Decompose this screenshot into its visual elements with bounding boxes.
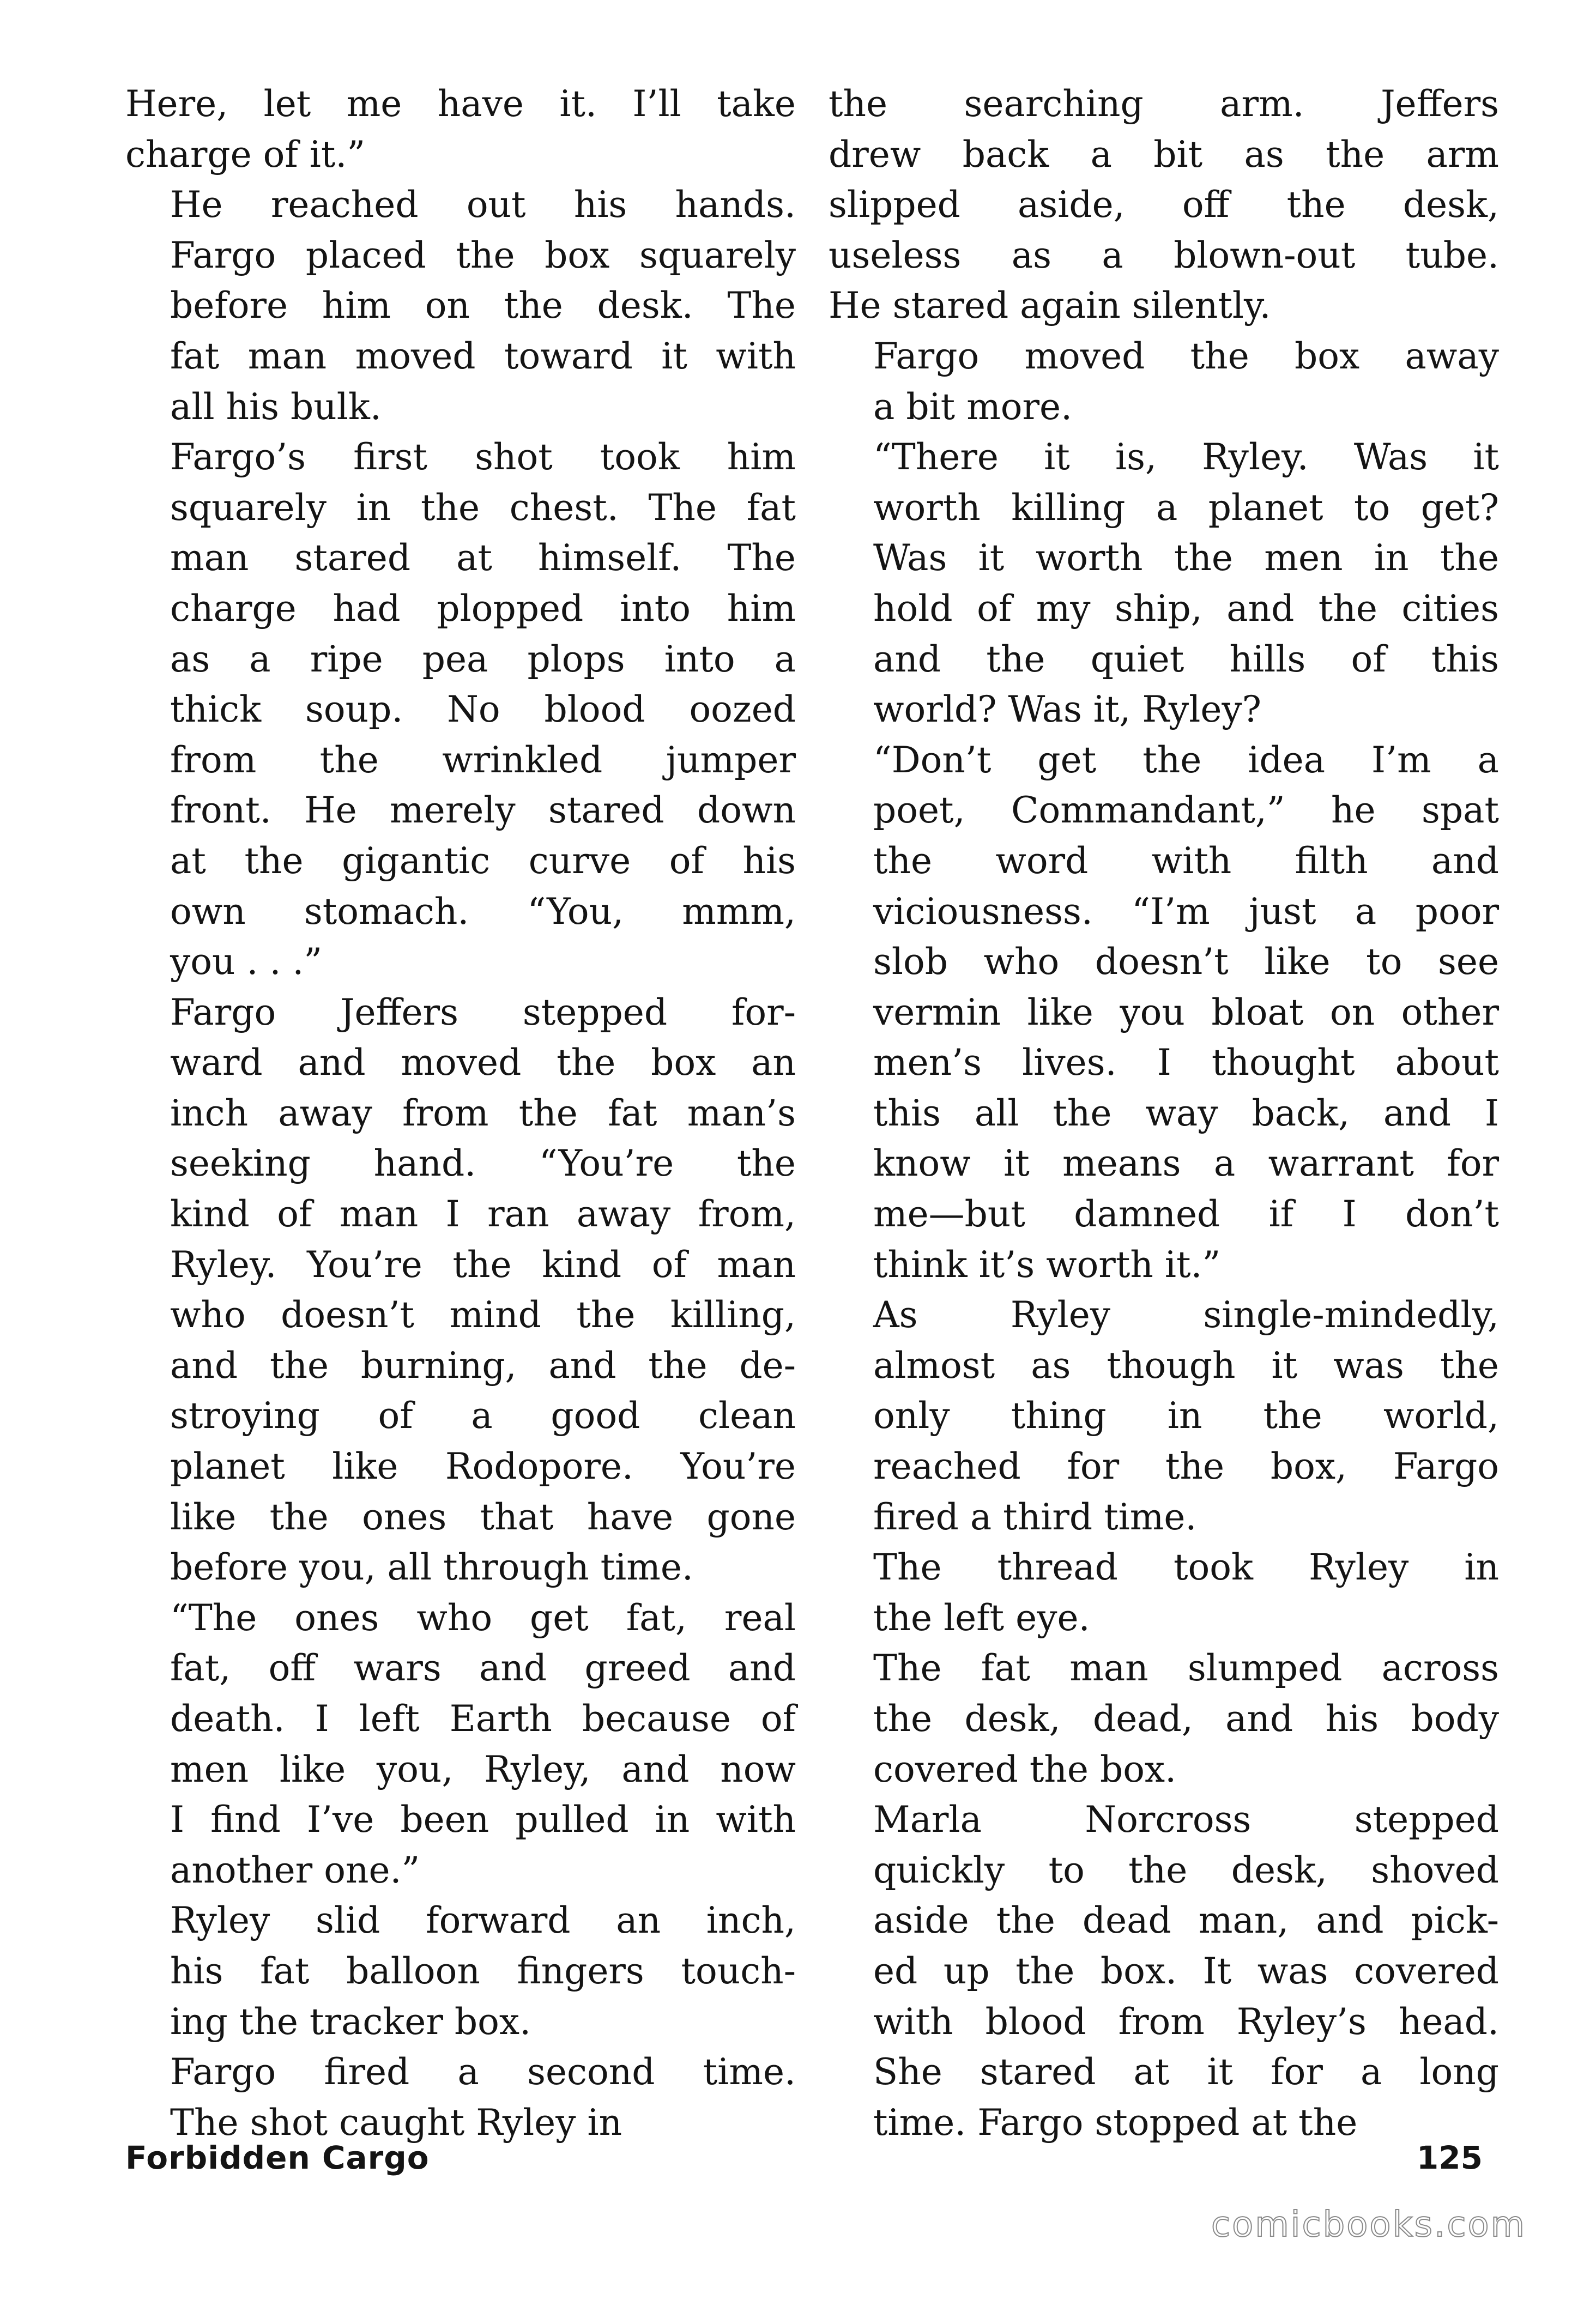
right-text-column xyxy=(829,79,1499,2148)
text-line: worth killing a planet to get? xyxy=(873,486,1499,529)
text-line: this all the way back, and I xyxy=(873,1092,1499,1134)
text-line: seeking hand. “You’re the xyxy=(170,1142,796,1185)
text-line: his fat balloon fingers touch- xyxy=(170,1950,796,1992)
paragraph xyxy=(829,1643,1499,1795)
text-line: from the wrinkled jumper xyxy=(170,739,796,781)
text-line: and the quiet hills of this xyxy=(873,638,1499,680)
text-line: aside the dead man, and pick- xyxy=(873,1899,1499,1942)
text-line: Fargo fired a second time. xyxy=(170,2051,796,2093)
text-line: almost as though it was the xyxy=(873,1344,1499,1387)
text-line: The thread took Ryley in xyxy=(873,1546,1499,1589)
text-line: ing the tracker box. xyxy=(170,2000,531,2043)
text-line: The shot caught Ryley in xyxy=(170,2101,622,2144)
text-line: reached for the box, Fargo xyxy=(873,1445,1499,1488)
text-line: time. Fargo stopped at the xyxy=(873,2101,1358,2144)
text-line: planet like Rodopore. You’re xyxy=(170,1445,796,1488)
paragraph xyxy=(125,79,796,180)
paragraph xyxy=(125,432,796,988)
text-line: world? Was it, Ryley? xyxy=(873,688,1262,731)
text-line: me—but damned if I don’t xyxy=(873,1193,1499,1236)
text-line: drew back a bit as the arm xyxy=(829,133,1499,175)
text-line: ward and moved the box an xyxy=(170,1042,796,1084)
text-line: like the ones that have gone xyxy=(170,1496,796,1538)
text-line: squarely in the chest. The fat xyxy=(170,486,796,529)
paragraph xyxy=(829,1795,1499,2148)
text-line: Fargo placed the box squarely xyxy=(170,234,796,276)
left-text-column xyxy=(125,79,796,2148)
text-line: ed up the box. It was covered xyxy=(873,1950,1499,1992)
text-line: fat man moved toward it with xyxy=(170,335,796,377)
text-line: hold of my ship, and the cities xyxy=(873,587,1499,630)
watermark: comicbooks.com xyxy=(1211,2205,1526,2245)
paragraph xyxy=(829,432,1499,735)
text-line: fired a third time. xyxy=(873,1496,1197,1538)
text-line: charge had plopped into him xyxy=(170,587,796,630)
text-line: men’s lives. I thought about xyxy=(873,1042,1499,1084)
text-line: “There it is, Ryley. Was it xyxy=(873,436,1499,479)
text-line: The fat man slumped across xyxy=(873,1647,1499,1690)
text-line: a bit more. xyxy=(873,385,1073,428)
text-line: before you, all through time. xyxy=(170,1546,693,1589)
running-title: Forbidden Cargo xyxy=(125,2139,430,2176)
paragraph xyxy=(829,1542,1499,1643)
text-line: kind of man I ran away from, xyxy=(170,1193,796,1236)
text-line: fat, off wars and greed and xyxy=(170,1647,796,1690)
text-line: before him on the desk. The xyxy=(170,285,796,327)
text-line: inch away from the fat man’s xyxy=(170,1092,796,1134)
text-line: think it’s worth it.” xyxy=(873,1243,1221,1286)
paragraph xyxy=(125,2047,796,2148)
text-line: Fargo’s first shot took him xyxy=(170,436,796,479)
text-line: own stomach. “You, mmm, xyxy=(170,890,796,933)
text-line: charge of it.” xyxy=(125,133,366,175)
text-line: viciousness. “I’m just a poor xyxy=(873,890,1499,933)
text-line: Here, let me have it. I’ll take xyxy=(125,83,796,125)
text-line: vermin like you bloat on other xyxy=(873,991,1499,1033)
text-line: who doesn’t mind the killing, xyxy=(170,1294,796,1336)
paragraph xyxy=(829,735,1499,1291)
text-line: you . . .” xyxy=(170,941,323,983)
text-line: useless as a blown-out tube. xyxy=(829,234,1499,276)
text-line: man stared at himself. The xyxy=(170,537,796,579)
text-line: stroying of a good clean xyxy=(170,1395,796,1437)
paragraph xyxy=(829,331,1499,432)
text-line: He reached out his hands. xyxy=(170,184,796,226)
text-line: slipped aside, off the desk, xyxy=(829,184,1499,226)
text-line: He stared again silently. xyxy=(829,285,1271,327)
text-line: As Ryley single-mindedly, xyxy=(873,1294,1499,1336)
text-line: covered the box. xyxy=(873,1748,1177,1790)
text-line: the desk, dead, and his body xyxy=(873,1698,1499,1740)
text-line: at the gigantic curve of his xyxy=(170,839,796,882)
text-line: Fargo Jeffers stepped for- xyxy=(170,991,796,1033)
text-line: Marla Norcross stepped xyxy=(873,1799,1499,1841)
text-line: death. I left Earth because of xyxy=(170,1698,796,1740)
paragraph xyxy=(125,988,796,1593)
text-line: I find I’ve been pulled in with xyxy=(170,1799,796,1841)
text-line: and the burning, and the de- xyxy=(170,1344,796,1387)
text-line: only thing in the world, xyxy=(873,1395,1499,1437)
text-line: She stared at it for a long xyxy=(873,2051,1499,2093)
text-line: all his bulk. xyxy=(170,385,382,428)
text-line: front. He merely stared down xyxy=(170,789,796,832)
text-line: thick soup. No blood oozed xyxy=(170,688,796,731)
text-line: “Don’t get the idea I’m a xyxy=(873,739,1499,781)
paragraph xyxy=(125,180,796,432)
text-line: the word with filth and xyxy=(873,839,1499,882)
text-line: Ryley. You’re the kind of man xyxy=(170,1243,796,1286)
text-line: Was it worth the men in the xyxy=(873,537,1499,579)
paragraph xyxy=(829,1290,1499,1542)
paragraph xyxy=(125,1896,796,2047)
text-line: the searching arm. Jeffers xyxy=(829,83,1499,125)
text-line: “The ones who get fat, real xyxy=(170,1596,796,1639)
text-line: Fargo moved the box away xyxy=(873,335,1499,377)
page-number: 125 xyxy=(1416,2139,1483,2176)
text-line: the left eye. xyxy=(873,1596,1090,1639)
text-line: Ryley slid forward an inch, xyxy=(170,1899,796,1942)
text-line: slob who doesn’t like to see xyxy=(873,941,1499,983)
text-line: with blood from Ryley’s head. xyxy=(873,2000,1499,2043)
text-line: another one.” xyxy=(170,1849,420,1891)
text-line: as a ripe pea plops into a xyxy=(170,638,796,680)
text-line: poet, Commandant,” he spat xyxy=(873,789,1499,832)
text-line: know it means a warrant for xyxy=(873,1142,1499,1185)
paragraph xyxy=(125,1593,796,1896)
text-line: quickly to the desk, shoved xyxy=(873,1849,1499,1891)
text-line: men like you, Ryley, and now xyxy=(170,1748,796,1790)
paragraph xyxy=(829,79,1499,331)
